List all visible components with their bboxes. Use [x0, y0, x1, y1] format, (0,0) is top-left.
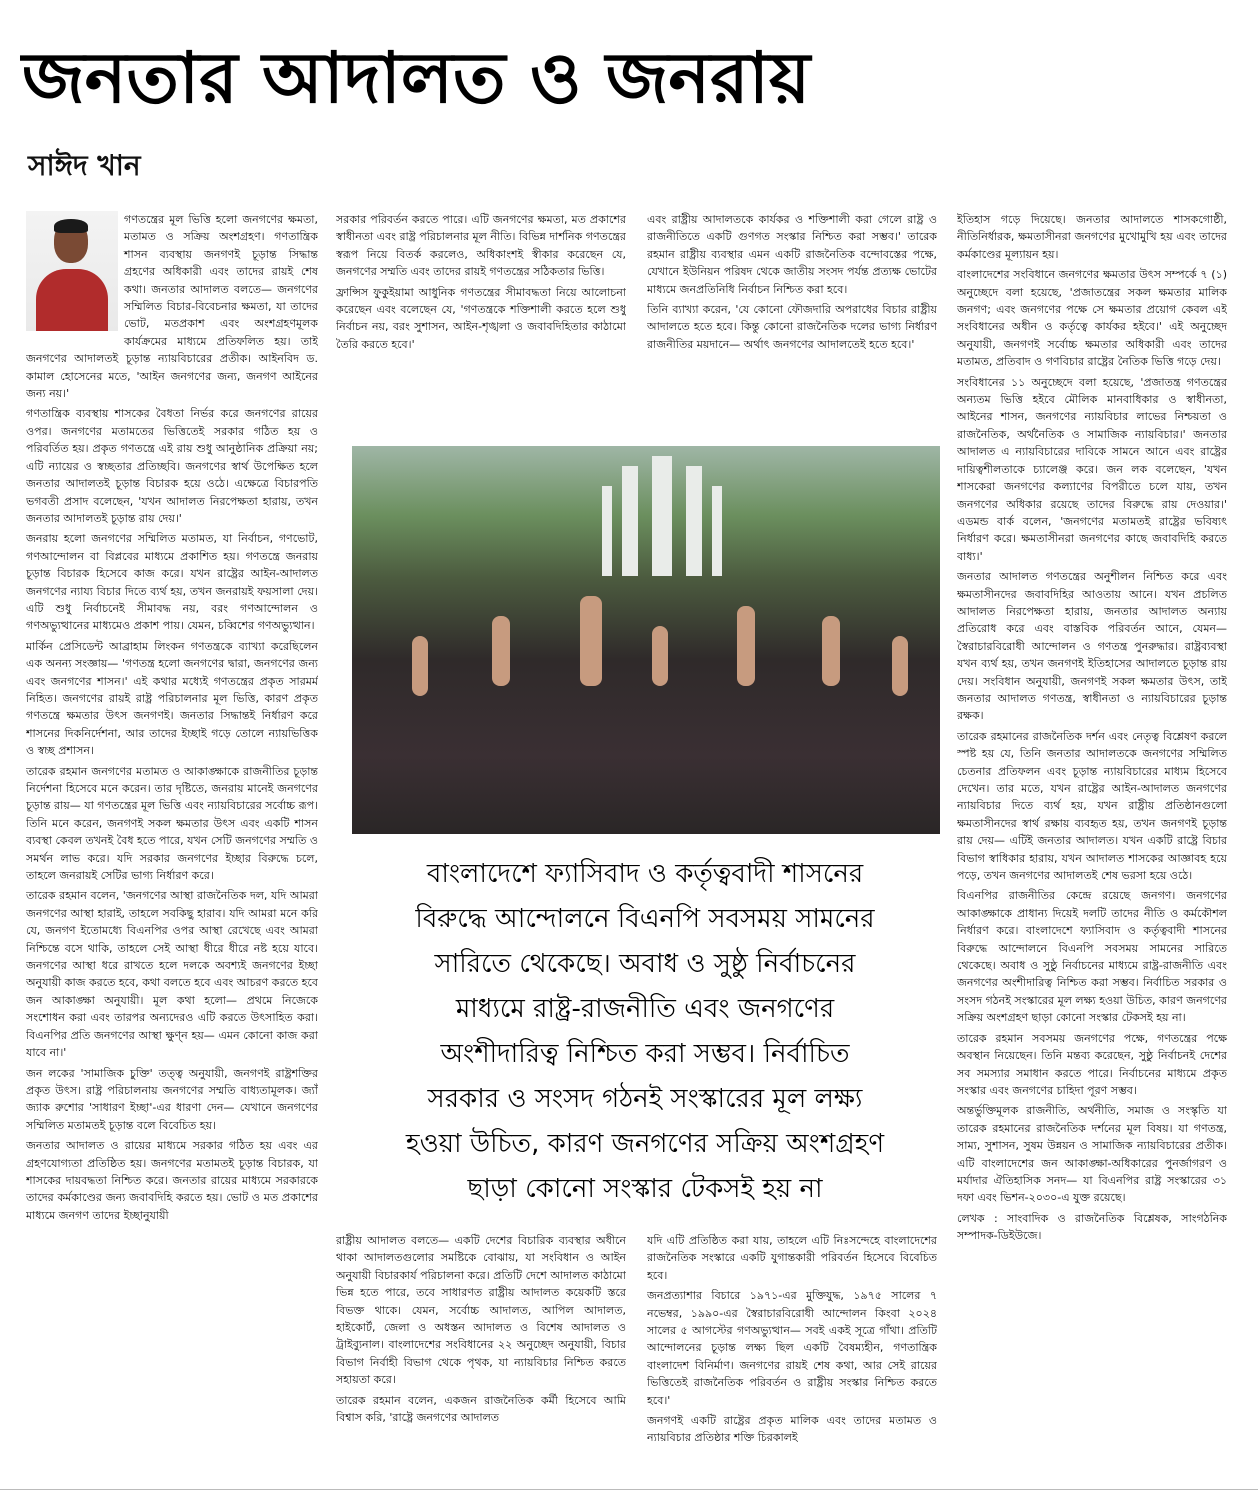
pull-quote-line: অংশীদারিত্ব নিশ্চিত করা সম্ভব। নির্বাচিত: [440, 1039, 850, 1069]
pull-quote-line: সারিতে থেকেছে। অবাধ ও সুষ্ঠু নির্বাচনের: [434, 949, 856, 979]
paragraph: জন লকের 'সামাজিক চুক্তি' তত্ত্ব অনুযায়ী, জনগণই রাষ্ট্রশক্তির প্রকৃত উৎস। রাষ্ট্র পরিচালনায় জনগণের সম্মতি বাধ্যতামূলক। জ্যাঁ জ্যাক রুশোর 'সাধারণ ইচ্ছা'-এর ধারণা দেন— যেখানে জনগণের সম্মিলিত মতামতই চূড়ান্ত বলে বিবেচিত হয়।: [26, 1066, 318, 1132]
pull-quote-line: সরকার ও সংসদ গঠনই সংস্কারের মূল লক্ষ্য: [427, 1084, 863, 1114]
paragraph: তারেক রহমান জনগণের মতামত ও আকাঙ্ক্ষাকে রাজনীতির চূড়ান্ত নির্দেশনা হিসেবে মনে করেন। তার দৃষ্টিতে, জনরায় মানেই জনগণের চূড়ান্ত রায়— যা গণতন্ত্রের মূল ভিত্তি এবং ন্যায়বিচারের সর্বোচ্চ রূপ। তিনি মনে করেন, জনগণই সকল ক্ষমতার উৎস এবং একটি শাসন ব্যবস্থা কেবল তখনই বৈধ হতে পারে, যখন সেটি জনগণের সম্মতি ও সমর্থন লাভ করে। যদি সরকার জনগণের ইচ্ছার বিরুদ্ধে চলে, তাহলে জনরায়ই সেটির ভাগ্য নির্ধারণ করে।: [26, 764, 318, 883]
paragraph: মার্কিন প্রেসিডেন্ট আব্রাহাম লিংকন গণতন্ত্রকে ব্যাখ্যা করেছিলেন এক অনন্য সংজ্ঞায়— 'গণতন্ত্র হলো জনগণের দ্বারা, জনগণের জন্য এবং জনগণের শাসন।' এই কথার মধ্যেই গণতন্ত্রের প্রকৃত সারমর্ম নিহিত। জনগণের রায়ই রাষ্ট্র পরিচালনার মূল ভিত্তি, কারণ প্রকৃত গণতন্ত্রে ক্ষমতার উৎস জনগণই। জনতার সিদ্ধান্তই নির্ধারণ করে শাসনের দিকনির্দেশনা, আর তাদের ইচ্ছাই গড়ে তোলে ন্যায়ভিত্তিক ও স্বচ্ছ প্রশাসন।: [26, 639, 318, 758]
paragraph: ইতিহাস গড়ে দিয়েছে। জনতার আদালতে শাসকগোষ্ঠী, নীতিনির্ধারক, ক্ষমতাসীনরা জনগণের মুখোমুখি হয় এবং তাদের কর্মকাণ্ডের মূল্যায়ন হয়।: [957, 213, 1227, 261]
paragraph: তারেক রহমানের রাজনৈতিক দর্শন এবং নেতৃত্ব বিশ্লেষণ করলে স্পষ্ট হয় যে, তিনি জনতার আদালতকে জনগণের সম্মিলিত চেতনার প্রতিফলন এবং চূড়ান্ত ন্যায়বিচারের মাধ্যম হিসেবে দেখেন। তার মতে, যখন রাষ্ট্রের আইন-আদালত জনগণের ন্যায়বিচার দিতে ব্যর্থ হয়, যখন রাষ্ট্রীয় প্রতিষ্ঠানগুলো ক্ষমতাসীনদের স্বার্থ রক্ষায় ব্যবহৃত হয়, তখন জনগণই চূড়ান্ত রায় দেয়— এটিই জনতার আদালত। যখন একটি রাষ্ট্রে বিচার বিভাগ স্বাধিকার হারায়, যখন আদালত শাসকের আজ্ঞাবহ হয়ে পড়ে, তখন জনগণের আদালতই শেষ ভরসা হয়ে ওঠে।: [957, 729, 1227, 883]
article-headline: জনতার আদালত ও জনরায়: [22, 37, 811, 119]
page-divider: [0, 1489, 1258, 1490]
pull-quote: [346, 852, 944, 1212]
paragraph: তিনি ব্যাখ্যা করেন, 'যে কোনো ফৌজদারি অপরাধের বিচার রাষ্ট্রীয় আদালতে হতে হবে। কিন্তু কোনো রাজনৈতিক দলের ভাগ্য নির্ধারণ রাজনীতির ময়দানে— অর্থাৎ জনগণের আদালতেই হতে হবে।': [647, 303, 937, 351]
column-2-top: [336, 211, 626, 416]
author-photo: [26, 211, 118, 331]
paragraph: বাংলাদেশের সংবিধানে জনগণের ক্ষমতার উৎস সম্পর্কে ৭ (১) অনুচ্ছেদে বলা হয়েছে, 'প্রজাতন্ত্রের সকল ক্ষমতার মালিক জনগণ; এবং জনগণের পক্ষে সে ক্ষমতার প্রয়োগ কেবল এই সংবিধানের অধীন ও কর্তৃত্বে কার্যকর হইবে।' এই অনুচ্ছেদ অনুযায়ী, জনগণই সর্বোচ্চ ক্ষমতার অধিকারী এবং তাদের মতামত, প্রতিবাদ ও গণবিচার রাষ্ট্রের নৈতিক ভিত্তি গড়ে দেয়।: [957, 268, 1227, 369]
paragraph: জনরায় হলো জনগণের সম্মিলিত মতামত, যা নির্বাচন, গণভোট, গণআন্দোলন বা বিপ্লবের মাধ্যমে প্রকাশিত হয়। গণতন্ত্রে জনরায় চূড়ান্ত বিচারক হিসেবে কাজ করে। যখন রাষ্ট্রের আইন-আদালত জনগণের ন্যায্য বিচার দিতে ব্যর্থ হয়, তখন জনরায়ই ফয়সালা দেয়। এটি শুধু নির্বাচনেই সীমাবদ্ধ নয়, বরং গণআন্দোলন ও গণঅভ্যুত্থানের মাধ্যমেও প্রকাশ পায়। যেমন, চব্বিশের গণঅভ্যুত্থান।: [26, 532, 318, 633]
paragraph: গণতন্ত্রের মূল ভিত্তি হলো জনগণের ক্ষমতা, মতামত ও সক্রিয় অংশগ্রহণ। গণতান্ত্রিক শাসন ব্যবস্থায় জনগণই চূড়ান্ত সিদ্ধান্ত গ্রহণের অধিকারী এবং তাদের রায়ই শেষ কথা। জনতার আদালত বলতে— জনগণের সম্মিলিত বিচার-বিবেচনার ক্ষমতা, যা তাদের ভোট, মতপ্রকাশ এবং অংশগ্রহণমূলক কার্যক্রমের মাধ্যমে প্রতিফলিত হয়। তাই জনগণের আদালতই চূড়ান্ত ন্যায়বিচারের প্রতীক। আইনবিদ ড. কামাল হোসেনের মতে, 'আইন জনগণের জন্য, জনগণ আইনের জন্য নয়।': [26, 213, 318, 401]
paragraph: সংবিধানের ১১ অনুচ্ছেদে বলা হয়েছে, 'প্রজাতন্ত্র গণতন্ত্রের অন্যতম ভিত্তি হইবে মৌলিক মানবাধিকার ও স্বাধীনতা, আইনের শাসন, জনগণের ন্যায়বিচার লাভের নিশ্চয়তা ও রাজনৈতিক, অর্থনৈতিক ও সামাজিক ন্যায়বিচার।' জনতার আদালত এ ন্যায়বিচারের দাবিকে সামনে আনে এবং রাষ্ট্রের দায়িত্বশীলতাকে চ্যালেঞ্জ করে। জন লক বলেছেন, 'যখন শাসকেরা জনগণের কল্যাণের বিপরীতে চলে যায়, তখন জনগণের অধিকার রয়েছে তাদের বিরুদ্ধে রায় দেওয়ার।' এডমন্ড বার্ক বলেন, 'জনগণের মতামতই রাষ্ট্রের ভবিষ্যৎ নির্ধারণ করে। ক্ষমতাসীনরা জনগণের কাছে জবাবদিহি করতে বাধ্য।': [957, 375, 1227, 563]
paragraph: গণতান্ত্রিক ব্যবস্থায় শাসকের বৈধতা নির্ভর করে জনগণের রায়ের ওপর। জনগণের মতামতের ভিত্তিতেই সরকার গঠিত হয় ও পরিবর্তিত হয়। প্রকৃত গণতন্ত্রে এই রায় শুধু আনুষ্ঠানিক প্রক্রিয়া নয়; এটি ন্যায়ের ও স্বচ্ছতার প্রতিচ্ছবি। জনগণের স্বার্থ উপেক্ষিত হলে জনতার আদালতই চূড়ান্ত বিচারক হয়ে ওঠে। এক্ষেত্রে বিচারপতি ভগবতী প্রসাদ বলেছেন, 'যখন আদালত নিরপেক্ষতা হারায়, তখন জনতার আদালতই চূড়ান্ত রায় দেয়।': [26, 407, 318, 525]
paragraph: বিএনপির রাজনীতির কেন্দ্রে রয়েছে জনগণ। জনগণের আকাঙ্ক্ষাকে প্রাধান্য দিয়েই দলটি তাদের নীতি ও কর্মকৌশল নির্ধারণ করে। বাংলাদেশে ফ্যাসিবাদ ও কর্তৃত্ববাদী শাসনের বিরুদ্ধে আন্দোলনে বিএনপি সবসময় সামনের সারিতে থেকেছে। অবাধ ও সুষ্ঠু নির্বাচনের মাধ্যমে রাষ্ট্র-রাজনীতি এবং জনগণের অংশীদারিত্ব নিশ্চিত করা সম্ভব। নির্বাচিত সরকার ও সংসদ গঠনই সংস্কারের মূল লক্ষ্য হওয়া উচিত, কারণ জনগণের সক্রিয় অংশগ্রহণ ছাড়া কোনো সংস্কার টেকসই হয় না।: [957, 889, 1227, 1025]
paragraph: যদি এটি প্রতিষ্ঠিত করা যায়, তাহলে এটি নিঃসন্দেহে বাংলাদেশের রাজনৈতিক সংস্কারে একটি যুগান্তকারী পরিবর্তন হিসেবে বিবেচিত হবে।: [647, 1234, 937, 1282]
paragraph: জনগণই একটি রাষ্ট্রের প্রকৃত মালিক এবং তাদের মতামত ও ন্যায়বিচার প্রতিষ্ঠার শক্তি চিরকালই: [647, 1414, 937, 1445]
paragraph: রাষ্ট্রীয় আদালত বলতে— একটি দেশের বিচারিক ব্যবস্থার অধীনে থাকা আদালতগুলোর সমষ্টিকে বোঝায়, যা সংবিধান ও আইন অনুযায়ী বিচারকার্য পরিচালনা করে। প্রতিটি দেশে আদালত কাঠামো ভিন্ন হতে পারে, তবে সাধারণত রাষ্ট্রীয় আদালত কয়েকটি স্তরে বিভক্ত থাকে। যেমন, সর্বোচ্চ আদালত, আপিল আদালত, হাইকোর্ট, জেলা ও অধস্তন আদালত ও বিশেষ আদালত ও ট্রাইব্যুনাল। বাংলাদেশের সংবিধানের ২২ অনুচ্ছেদ অনুযায়ী, বিচার বিভাগ নির্বাহী বিভাগ থেকে পৃথক, যা ন্যায়বিচার নিশ্চিত করতে সহায়তা করে।: [336, 1234, 626, 1387]
column-3-top: [647, 211, 937, 416]
pull-quote-line: ছাড়া কোনো সংস্কার টেকসই হয় না: [467, 1174, 823, 1204]
column-1: [26, 211, 318, 1483]
paragraph: অন্তর্ভুক্তিমূলক রাজনীতি, অর্থনীতি, সমাজ ও সংস্কৃতি যা তারেক রহমানের রাজনৈতিক দর্শনের মূল বিষয়। যা গণতন্ত্র, সাম্য, সুশাসন, সুষম উন্নয়ন ও সামাজিক ন্যায়বিচারের প্রতীক। এটি বাংলাদেশের জন আকাঙ্ক্ষা-অধিকারের পুনর্জাগরণ ও মর্যাদার ঐতিহাসিক সনদ— যা বিএনপির রাষ্ট্র সংস্কারের ৩১ দফা এবং ভিশন-২০৩০-এ যুক্ত রয়েছে।: [957, 1104, 1227, 1205]
paragraph: ফ্রান্সিস ফুকুইয়ামা আধুনিক গণতন্ত্রের সীমাবদ্ধতা নিয়ে আলোচনা করেছেন এবং বলেছেন যে, 'গণতন্ত্রকে শক্তিশালী করতে হলে শুধু নির্বাচন নয়, বরং সুশাসন, আইন-শৃঙ্খলা ও জবাবদিহিতার কাঠামো তৈরি করতে হবে।': [336, 285, 626, 351]
author-note: লেখক : সাংবাদিক ও রাজনৈতিক বিশ্লেষক, সাংগঠনিক সম্পাদক-ডিইউজে।: [957, 1211, 1227, 1243]
pull-quote-line: বিরুদ্ধে আন্দোলনে বিএনপি সবসময় সামনের: [415, 904, 875, 934]
paragraph: জনপ্রত্যাশার বিচারে ১৯৭১-এর মুক্তিযুদ্ধ, ১৯৭৫ সালের ৭ নভেম্বর, ১৯৯০-এর স্বৈরাচারবিরোধী আন্দোলন কিংবা ২০২৪ সালের ৫ আগস্টের গণঅভ্যুত্থান— সবই একই সূত্রে গাঁথা। প্রতিটি আন্দোলনের চূড়ান্ত লক্ষ্য ছিল একটি বৈষম্যহীন, গণতান্ত্রিক বাংলাদেশ বিনির্মাণ। জনগণের রায়ই শেষ কথা, আর সেই রায়ের ভিত্তিতেই রাজনৈতিক পরিবর্তন ও রাষ্ট্রীয় সংস্কার নিশ্চিত করতে হবে।': [647, 1289, 937, 1407]
column-4: [957, 211, 1227, 1483]
paragraph: জনতার আদালত ও রায়ের মাধ্যমে সরকার গঠিত হয় এবং এর গ্রহণযোগ্যতা প্রতিষ্ঠিত হয়। জনগণের মতামতই চূড়ান্ত বিচারক, যা শাসকের দায়বদ্ধতা নিশ্চিত করে। জনতার রায়ের মাধ্যমে সরকারকে তাদের কর্মকাণ্ডের জন্য জবাবদিহি করতে হয়। ভোট ও মত প্রকাশের মাধ্যমে জনগণ তাদের ইচ্ছানুযায়ী: [26, 1139, 318, 1222]
paragraph: জনতার আদালত গণতন্ত্রের অনুশীলন নিশ্চিত করে এবং ক্ষমতাসীনদের জবাবদিহির আওতায় আনে। যখন প্রচলিত আদালত নিরপেক্ষতা হারায়, জনতার আদালত অন্যায় প্রতিরোধ করে এবং বাস্তবিক পরিবর্তন আনে, যেমন— স্বৈরাচারবিরোধী আন্দোলন ও গণতন্ত্র পুনরুদ্ধার। রাষ্ট্রব্যবস্থা যখন ব্যর্থ হয়, তখন জনগণই ইতিহাসের আদালতে চূড়ান্ত রায় দেয়। সংবিধান অনুযায়ী, জনগণই সকল ক্ষমতার উৎস, তাই জনতার আদালত গণতন্ত্র, স্বাধীনতা ও ন্যায়বিচারের চূড়ান্ত রক্ষক।: [957, 570, 1227, 723]
paragraph: তারেক রহমান সবসময় জনগণের পক্ষে, গণতন্ত্রের পক্ষে অবস্থান নিয়েছেন। তিনি মন্তব্য করেছেন, সুষ্ঠু নির্বাচনই দেশের সব সমস্যার সমাধান করতে পারে। নির্বাচনের মাধ্যমে প্রকৃত সংস্কার এবং জনগণের চাহিদা পূরণ সম্ভব।: [957, 1031, 1227, 1097]
column-3-bottom: [647, 1232, 937, 1482]
paragraph: তারেক রহমান বলেন, একজন রাজনৈতিক কর্মী হিসেবে আমি বিশ্বাস করি, 'রাষ্ট্রে জনগণের আদালত: [336, 1393, 626, 1425]
pull-quote-line: বাংলাদেশে ফ্যাসিবাদ ও কর্তৃত্ববাদী শাসনের: [426, 859, 864, 889]
pull-quote-line: মাধ্যমে রাষ্ট্র-রাজনীতি এবং জনগণের: [455, 994, 835, 1024]
paragraph: এবং রাষ্ট্রীয় আদালতকে কার্যকর ও শক্তিশালী করা গেলে রাষ্ট্র ও রাজনীতিতে একটি গুণগত সংস্কার নিশ্চিত করা সম্ভব।' তারেক রহমান রাষ্ট্রীয় ব্যবস্থার এমন একটি রাজনৈতিক বন্দোবস্তের পক্ষে, যেখানে ইউনিয়ন পরিষদ থেকে জাতীয় সংসদ পর্যন্ত প্রত্যক্ষ ভোটের মাধ্যমে জনপ্রতিনিধি নির্বাচন নিশ্চিত করা হবে।: [647, 213, 937, 296]
paragraph: সরকার পরিবর্তন করতে পারে। এটি জনগণের ক্ষমতা, মত প্রকাশের স্বাধীনতা এবং রাষ্ট্র পরিচালনার মূল নীতি। বিভিন্ন দার্শনিক গণতন্ত্রের স্বরূপ নিয়ে বিতর্ক করলেও, অধিকাংশই স্বীকার করেছেন যে, জনগণের সম্মতি এবং তাদের রায়ই গণতন্ত্রের সঠিকতার ভিত্তি।: [336, 213, 626, 279]
author-byline: সাঈদ খান: [28, 149, 141, 182]
paragraph: তারেক রহমান বলেন, 'জনগণের আস্থা রাজনৈতিক দল, যদি আমরা জনগণের আস্থা হারাই, তাহলে সবকিছু হারাব। যদি আমরা মনে করি যে, জনগণ ইতোমধ্যে বিএনপির ওপর আস্থা রেখেছে এবং আমরা নিশ্চিন্তে বসে থাকি, তাহলে সেই আস্থা ধীরে ধীরে নষ্ট হয়ে যাবে। জনগণের আস্থা ধরে রাখতে হলে দলকে অবশ্যই জনগণের ইচ্ছা অনুযায়ী কাজ করতে হবে, কথা বলতে হবে এবং আচরণ করতে হবে জন আকাঙ্ক্ষা অনুযায়ী। মূল কথা হলো— প্রথমে নিজেকে সংশোধন করা এবং তারপর অন্যদেরও এটি করতে উৎসাহিত করা। বিএনপির প্রতি জনগণের আস্থা ক্ষুণ্ন হয়— এমন কোনো কাজ করা যাবে না।': [26, 889, 318, 1060]
pull-quote-line: হওয়া উচিত, কারণ জনগণের সক্রিয় অংশগ্রহণ: [405, 1129, 885, 1159]
rally-photo: [352, 446, 940, 834]
column-2-bottom: [336, 1232, 626, 1482]
